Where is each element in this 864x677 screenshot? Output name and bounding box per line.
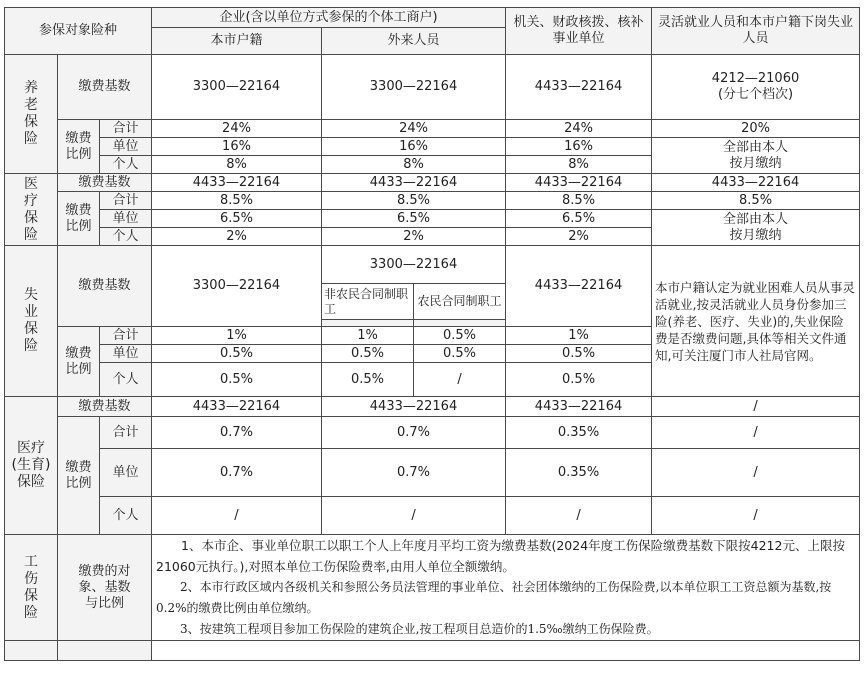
unemployment-ratio-label: 缴费比例 xyxy=(58,327,100,397)
injury-rule-1: 1、本市企、事业单位职工以职工个人上年度月平均工资为缴费基数(2024年度工伤保险缴费基数下限按4212元、上限按21060元执行。),对照本单位工伤保险费率,由用人单位全额缴纳。 xyxy=(156,538,845,574)
maternity-base-label: 缴费基数 xyxy=(58,397,152,417)
pension-title: 养老保险 xyxy=(5,55,58,174)
unemployment-individual-govt: 0.5% xyxy=(506,363,652,397)
medical-base-label: 缴费基数 xyxy=(58,174,152,192)
medical-unit-label: 单位 xyxy=(100,210,152,228)
maternity-unit-local: 0.7% xyxy=(152,449,322,497)
unemployment-total-farm: 0.5% xyxy=(414,327,506,345)
medical-individual-local: 2% xyxy=(152,228,322,246)
medical-base-migrant: 4433—22164 xyxy=(322,174,506,192)
maternity-individual-label: 个人 xyxy=(100,497,152,535)
pension-base-flex: 4212—21060 (分七个档次) xyxy=(652,55,860,120)
maternity-total-label: 合计 xyxy=(100,417,152,449)
pension-base-label: 缴费基数 xyxy=(58,55,152,120)
medical-base-flex: 4433—22164 xyxy=(652,174,860,192)
injury-label: 缴费的对象、基数与比例 xyxy=(58,535,152,641)
footer-cut-content xyxy=(152,641,860,661)
maternity-total-local: 0.7% xyxy=(152,417,322,449)
maternity-individual-flex: / xyxy=(652,497,860,535)
maternity-individual-local: / xyxy=(152,497,322,535)
medical-unit-migrant: 6.5% xyxy=(322,210,506,228)
medical-base-govt: 4433—22164 xyxy=(506,174,652,192)
unemployment-unit-nonfarm: 0.5% xyxy=(322,345,414,363)
pension-flex-note: 全部由本人 按月缴纳 xyxy=(652,138,860,174)
unemployment-sub-nonfarm-pad xyxy=(322,320,414,327)
unemployment-total-label: 合计 xyxy=(100,327,152,345)
maternity-title: 医疗(生育)保险 xyxy=(5,397,58,535)
unemployment-individual-label: 个人 xyxy=(100,363,152,397)
unemployment-base-govt: 4433—22164 xyxy=(506,246,652,327)
pension-ratio-label: 缴费比例 xyxy=(58,120,100,174)
medical-individual-label: 个人 xyxy=(100,228,152,246)
social-insurance-table xyxy=(4,7,860,661)
unemployment-flex-note: 本市户籍认定为就业困难人员从事灵活就业,按灵活就业人员身份参加三险(养老、医疗、失业)的,失业保险费是否缴费问题,具体等相关文件通知,可关注厦门市人社局官网。 xyxy=(652,246,860,397)
unemployment-unit-govt: 0.5% xyxy=(506,345,652,363)
pension-total-flex: 20% xyxy=(652,120,860,138)
header-govt: 机关、财政核拨、核补事业单位 xyxy=(506,8,652,55)
pension-individual-govt: 8% xyxy=(506,156,652,174)
injury-rules xyxy=(152,535,860,641)
maternity-total-govt: 0.35% xyxy=(506,417,652,449)
pension-total-migrant: 24% xyxy=(322,120,506,138)
unemployment-total-local: 1% xyxy=(152,327,322,345)
unemployment-base-label: 缴费基数 xyxy=(58,246,152,327)
medical-title: 医疗保险 xyxy=(5,174,58,246)
medical-individual-migrant: 2% xyxy=(322,228,506,246)
maternity-individual-govt: / xyxy=(506,497,652,535)
maternity-base-local: 4433—22164 xyxy=(152,397,322,417)
medical-flex-note: 全部由本人 按月缴纳 xyxy=(652,210,860,246)
header-enterprise: 企业(含以单位方式参保的个体工商户) xyxy=(152,8,506,28)
medical-unit-local: 6.5% xyxy=(152,210,322,228)
unemployment-unit-local: 0.5% xyxy=(152,345,322,363)
pension-individual-migrant: 8% xyxy=(322,156,506,174)
medical-ratio-label: 缴费比例 xyxy=(58,192,100,246)
maternity-individual-migrant: / xyxy=(322,497,506,535)
maternity-base-govt: 4433—22164 xyxy=(506,397,652,417)
medical-total-govt: 8.5% xyxy=(506,192,652,210)
unemployment-total-govt: 1% xyxy=(506,327,652,345)
medical-total-local: 8.5% xyxy=(152,192,322,210)
medical-total-label: 合计 xyxy=(100,192,152,210)
maternity-total-migrant: 0.7% xyxy=(322,417,506,449)
pension-unit-local: 16% xyxy=(152,138,322,156)
pension-total-label: 合计 xyxy=(100,120,152,138)
maternity-total-flex: / xyxy=(652,417,860,449)
unemployment-base-migrant: 3300—22164 xyxy=(322,246,506,284)
pension-total-govt: 24% xyxy=(506,120,652,138)
pension-unit-label: 单位 xyxy=(100,138,152,156)
unemployment-unit-farm: 0.5% xyxy=(414,345,506,363)
pension-base-local: 3300—22164 xyxy=(152,55,322,120)
medical-total-flex: 8.5% xyxy=(652,192,860,210)
maternity-base-flex: / xyxy=(652,397,860,417)
medical-total-migrant: 8.5% xyxy=(322,192,506,210)
unemployment-individual-nonfarm: 0.5% xyxy=(322,363,414,397)
footer-cut-row xyxy=(5,641,58,661)
header-category: 参保对象险种 xyxy=(5,8,152,55)
maternity-unit-migrant: 0.7% xyxy=(322,449,506,497)
medical-individual-govt: 2% xyxy=(506,228,652,246)
unemployment-base-local: 3300—22164 xyxy=(152,246,322,327)
header-flex: 灵活就业人员和本市户籍下岗失业人员 xyxy=(652,8,860,55)
unemployment-total-nonfarm: 1% xyxy=(322,327,414,345)
pension-total-local: 24% xyxy=(152,120,322,138)
injury-title: 工伤保险 xyxy=(5,535,58,641)
unemployment-individual-local: 0.5% xyxy=(152,363,322,397)
pension-unit-migrant: 16% xyxy=(322,138,506,156)
unemployment-sub-farm-pad xyxy=(414,320,506,327)
injury-rule-2: 2、本市行政区域内各级机关和参照公务员法管理的事业单位、社会团体缴纳的工伤保险费,以本单位职工工资总额为基数,按0.2%的缴费比例由单位缴纳。 xyxy=(156,580,832,615)
maternity-ratio-label: 缴费比例 xyxy=(58,417,100,535)
injury-rule-3: 3、按建筑工程项目参加工伤保险的建筑企业,按工程项目总造价的1.5‰缴纳工伤保险费。 xyxy=(180,622,659,636)
header-migrant: 外来人员 xyxy=(322,28,506,55)
maternity-unit-flex: / xyxy=(652,449,860,497)
medical-unit-govt: 6.5% xyxy=(506,210,652,228)
maternity-unit-govt: 0.35% xyxy=(506,449,652,497)
pension-individual-label: 个人 xyxy=(100,156,152,174)
header-local: 本市户籍 xyxy=(152,28,322,55)
pension-base-govt: 4433—22164 xyxy=(506,55,652,120)
maternity-unit-label: 单位 xyxy=(100,449,152,497)
unemployment-individual-farm: / xyxy=(414,363,506,397)
pension-base-migrant: 3300—22164 xyxy=(322,55,506,120)
pension-unit-govt: 16% xyxy=(506,138,652,156)
maternity-base-migrant: 4433—22164 xyxy=(322,397,506,417)
medical-base-local: 4433—22164 xyxy=(152,174,322,192)
unemployment-title: 失业保险 xyxy=(5,246,58,397)
unemployment-sub-farm: 农民合同制职工 xyxy=(414,284,506,320)
unemployment-sub-nonfarm: 非农民合同制职工 xyxy=(322,284,414,320)
unemployment-unit-label: 单位 xyxy=(100,345,152,363)
footer-cut-label xyxy=(58,641,152,661)
pension-individual-local: 8% xyxy=(152,156,322,174)
